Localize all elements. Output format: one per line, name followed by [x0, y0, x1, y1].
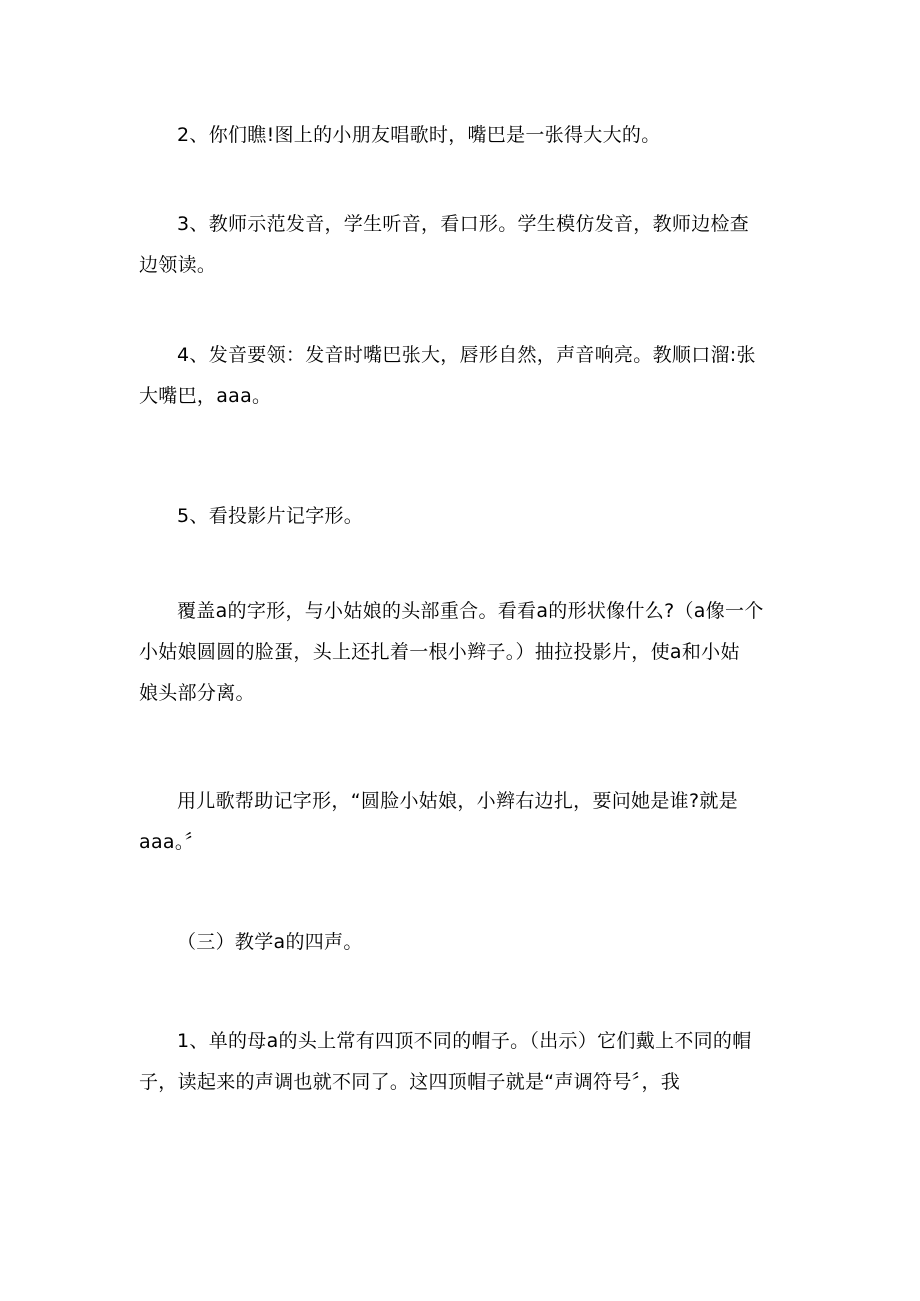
text-line: 3、教师示范发音，学生听音，看口形。学生模仿发音，教师边检查	[177, 213, 750, 235]
text-line: aaa。〞	[139, 831, 204, 853]
paragraph-step-3	[139, 204, 789, 286]
text-line: 大嘴巴，aaa。	[139, 385, 272, 407]
text-line: （三）教学a的四声。	[177, 931, 363, 953]
text-line: 覆盖a的字形，与小姑娘的头部重合。看看a的形状像什么?（a像一个	[177, 600, 764, 622]
text-line: 4、发音要领：发音时嘴巴张大，唇形自然，声音响亮。教顺口溜:张	[177, 344, 756, 366]
paragraph-cover-shape	[139, 591, 789, 714]
text-line: 2、你们瞧!图上的小朋友唱歌时，嘴巴是一张得大大的。	[177, 124, 661, 146]
paragraph-step-5	[139, 496, 789, 537]
paragraph-step-4	[139, 335, 789, 417]
text-line: 边领读。	[139, 254, 217, 276]
section-heading-four-tones	[139, 922, 789, 963]
text-line: 子，读起来的声调也就不同了。这四顶帽子就是“声调符号〞，我	[139, 1071, 681, 1093]
paragraph-tone-hats	[139, 1021, 789, 1103]
text-line: 用儿歌帮助记字形，“圆脸小姑娘，小辫右边扎，要问她是谁?就是	[177, 790, 738, 812]
text-line: 1、单的母a的头上常有四顶不同的帽子。（出示）它们戴上不同的帽	[177, 1030, 752, 1052]
paragraph-step-2	[139, 115, 789, 156]
text-line: 5、看投影片记字形。	[177, 505, 364, 527]
paragraph-nursery-rhyme	[139, 781, 789, 863]
text-line: 娘头部分离。	[139, 682, 255, 704]
text-line: 小姑娘圆圆的脸蛋，头上还扎着一根小辫子。）抽拉投影片，使a和小姑	[139, 641, 740, 663]
